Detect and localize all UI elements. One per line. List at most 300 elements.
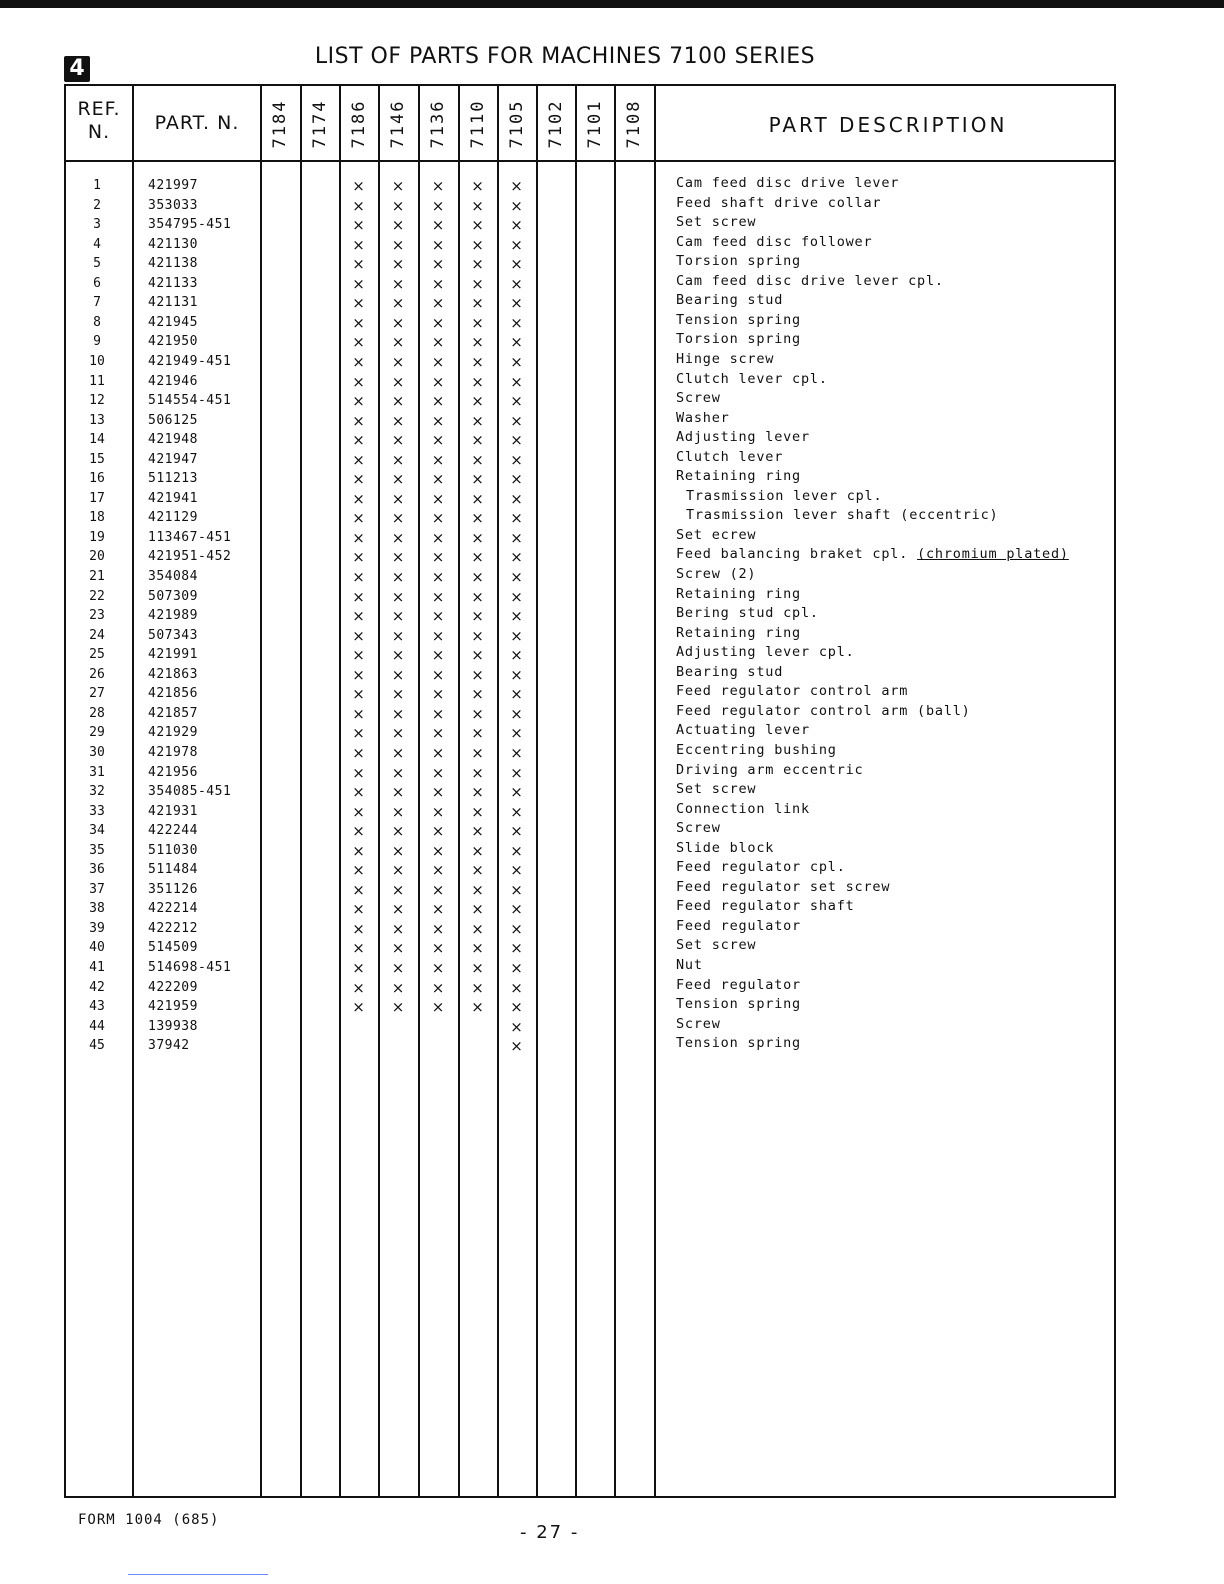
column-divider: [378, 84, 380, 1498]
applicability-mark-7136: ×: [431, 255, 445, 274]
part-number-column-header: PART. N.: [154, 112, 240, 134]
applicability-mark-7105: ×: [510, 235, 523, 254]
row-description: Feed regulator control arm: [676, 683, 909, 700]
applicability-mark-7105: ×: [510, 587, 523, 606]
applicability-mark-7186: ×: [352, 665, 365, 684]
applicability-mark-7110: ×: [471, 841, 484, 860]
applicability-mark-7146: ×: [391, 568, 405, 586]
applicability-mark-7146: ×: [391, 392, 405, 411]
applicability-mark-7186: ×: [352, 568, 365, 586]
applicability-mark-7105: ×: [510, 431, 523, 450]
applicability-mark-7146: ×: [391, 274, 405, 293]
applicability-mark-7110: ×: [471, 489, 484, 508]
applicability-mark-7105: ×: [510, 333, 523, 352]
applicability-mark-7105: ×: [510, 900, 523, 919]
column-divider: [418, 84, 420, 1498]
applicability-mark-7146: ×: [391, 900, 405, 919]
page-title: LIST OF PARTS FOR MACHINES 7100 SERIES: [314, 44, 816, 69]
applicability-mark-7186: ×: [352, 743, 365, 762]
row-description: Washer: [676, 409, 730, 426]
row-part-number: 421989: [148, 608, 198, 624]
model-header-7101: 7101: [584, 99, 605, 149]
applicability-mark-7105: ×: [510, 802, 523, 821]
row-description: Set screw: [676, 937, 757, 954]
applicability-mark-7110: ×: [471, 274, 484, 293]
applicability-mark-7105: ×: [510, 978, 523, 997]
applicability-mark-7146: ×: [391, 861, 405, 880]
applicability-mark-7146: ×: [391, 841, 405, 860]
applicability-mark-7136: ×: [431, 313, 445, 332]
row-ref: 28: [89, 705, 105, 721]
applicability-mark-7186: ×: [352, 861, 365, 880]
applicability-mark-7186: ×: [352, 587, 365, 606]
row-part-number: 421856: [148, 686, 198, 702]
applicability-mark-7146: ×: [391, 528, 405, 547]
applicability-mark-7186: ×: [352, 470, 365, 489]
applicability-mark-7146: ×: [391, 939, 405, 958]
applicability-mark-7146: ×: [391, 685, 405, 704]
applicability-mark-7110: ×: [471, 392, 484, 411]
applicability-mark-7186: ×: [352, 235, 365, 254]
applicability-mark-7146: ×: [391, 959, 405, 977]
ref-header-line2: N.: [87, 121, 111, 143]
row-part-number: 421950: [148, 334, 198, 350]
applicability-mark-7146: ×: [391, 313, 405, 332]
applicability-mark-7105: ×: [510, 861, 523, 880]
applicability-mark-7105: ×: [510, 822, 523, 841]
row-description: Feed shaft drive collar: [676, 194, 882, 211]
applicability-mark-7105: ×: [510, 998, 523, 1017]
applicability-mark-7136: ×: [431, 861, 445, 880]
scan-top-edge: [0, 0, 1224, 8]
applicability-mark-7105: ×: [510, 509, 523, 528]
applicability-mark-7105: ×: [510, 177, 523, 195]
row-ref: 43: [89, 999, 105, 1015]
row-part-number: 422209: [148, 979, 198, 995]
row-description: Feed balancing braket cpl. (chromium plated): [676, 546, 1069, 563]
applicability-mark-7110: ×: [471, 959, 484, 977]
row-part-number: 421138: [148, 256, 198, 272]
applicability-mark-7110: ×: [471, 548, 484, 567]
applicability-mark-7146: ×: [391, 978, 405, 997]
applicability-mark-7105: ×: [510, 743, 523, 762]
applicability-mark-7105: ×: [510, 939, 523, 958]
row-ref: 25: [89, 647, 105, 663]
row-ref: 41: [89, 960, 105, 975]
row-description: Retaining ring: [676, 468, 801, 485]
applicability-mark-7186: ×: [352, 450, 365, 469]
applicability-mark-7146: ×: [391, 431, 405, 450]
applicability-mark-7136: ×: [431, 704, 445, 723]
column-divider: [536, 84, 538, 1498]
applicability-mark-7110: ×: [471, 333, 484, 352]
applicability-mark-7146: ×: [391, 235, 405, 254]
applicability-mark-7105: ×: [510, 255, 523, 274]
row-ref: 11: [89, 373, 105, 389]
row-ref: 27: [89, 686, 105, 702]
row-ref: 42: [89, 979, 105, 995]
applicability-mark-7146: ×: [391, 587, 405, 606]
applicability-mark-7136: ×: [431, 216, 445, 235]
row-description: Bearing stud: [676, 663, 784, 680]
applicability-mark-7146: ×: [391, 255, 405, 274]
applicability-mark-7136: ×: [431, 431, 445, 450]
applicability-mark-7136: ×: [431, 665, 445, 684]
applicability-mark-7136: ×: [431, 646, 445, 665]
table-top-border: [64, 84, 1116, 86]
applicability-mark-7136: ×: [431, 528, 445, 547]
row-description: Connection link: [676, 800, 810, 817]
row-part-number: 421129: [148, 510, 198, 526]
applicability-mark-7110: ×: [471, 763, 484, 782]
applicability-mark-7186: ×: [352, 274, 365, 293]
applicability-mark-7146: ×: [391, 919, 405, 938]
applicability-mark-7136: ×: [431, 568, 445, 586]
column-divider: [260, 84, 262, 1498]
applicability-mark-7136: ×: [431, 587, 445, 606]
row-part-number: 421945: [148, 314, 198, 330]
applicability-mark-7110: ×: [471, 939, 484, 958]
applicability-mark-7136: ×: [431, 978, 445, 997]
applicability-mark-7136: ×: [431, 841, 445, 860]
row-ref: 14: [89, 432, 105, 448]
applicability-mark-7136: ×: [431, 333, 445, 352]
applicability-mark-7110: ×: [471, 411, 484, 430]
applicability-mark-7136: ×: [431, 959, 445, 977]
row-part-number: 421863: [148, 666, 198, 682]
row-part-number: 421946: [148, 373, 198, 389]
applicability-mark-7105: ×: [510, 372, 523, 391]
applicability-mark-7110: ×: [471, 528, 484, 547]
row-description: Slide block: [676, 839, 775, 856]
applicability-mark-7136: ×: [431, 450, 445, 469]
applicability-mark-7186: ×: [352, 255, 365, 274]
applicability-mark-7186: ×: [352, 411, 365, 430]
model-header-7110: 7110: [467, 99, 488, 149]
applicability-mark-7146: ×: [391, 470, 405, 489]
applicability-mark-7136: ×: [431, 509, 445, 528]
row-description: Hinge screw: [676, 350, 775, 367]
applicability-mark-7146: ×: [391, 196, 405, 215]
row-part-number: 351126: [148, 881, 198, 897]
applicability-mark-7136: ×: [431, 939, 445, 958]
row-ref: 23: [89, 608, 105, 624]
applicability-mark-7186: ×: [352, 802, 365, 821]
row-part-number: 422244: [148, 823, 198, 839]
column-divider: [614, 84, 616, 1498]
row-ref: 31: [89, 764, 105, 780]
applicability-mark-7146: ×: [391, 216, 405, 235]
applicability-mark-7110: ×: [471, 196, 484, 215]
row-ref: 7: [93, 295, 101, 311]
row-description: Nut: [676, 957, 703, 973]
row-description: Driving arm eccentric: [676, 761, 864, 778]
row-part-number: 421857: [148, 705, 198, 721]
applicability-mark-7186: ×: [352, 352, 365, 371]
applicability-mark-7136: ×: [431, 998, 445, 1017]
row-description: Adjusting lever: [676, 429, 810, 446]
table-left-border: [64, 84, 66, 1498]
row-description: Trasmission lever shaft (eccentric): [686, 507, 999, 524]
applicability-mark-7110: ×: [471, 255, 484, 274]
applicability-mark-7136: ×: [431, 411, 445, 430]
row-ref: 4: [93, 236, 101, 252]
applicability-mark-7110: ×: [471, 313, 484, 332]
row-ref: 8: [93, 314, 101, 330]
row-part-number: 353033: [148, 197, 198, 213]
applicability-mark-7110: ×: [471, 470, 484, 489]
applicability-mark-7146: ×: [391, 352, 405, 371]
ref-column-header: [66, 98, 132, 144]
applicability-mark-7146: ×: [391, 822, 405, 841]
applicability-mark-7105: ×: [510, 216, 523, 235]
applicability-mark-7136: ×: [431, 470, 445, 489]
applicability-mark-7186: ×: [352, 372, 365, 391]
applicability-mark-7136: ×: [431, 352, 445, 371]
row-ref: 26: [89, 666, 105, 682]
applicability-mark-7110: ×: [471, 568, 484, 586]
table-right-border: [1114, 84, 1116, 1498]
row-part-number: 113467-451: [148, 529, 232, 545]
row-part-number: 421951-452: [148, 549, 232, 565]
applicability-mark-7136: ×: [431, 548, 445, 567]
applicability-mark-7105: ×: [510, 470, 523, 489]
applicability-mark-7186: ×: [352, 294, 365, 313]
row-part-number: 37942: [148, 1038, 190, 1054]
row-part-number: 514698-451: [148, 960, 232, 975]
row-description: Feed regulator shaft: [676, 898, 855, 915]
applicability-mark-7110: ×: [471, 978, 484, 997]
applicability-mark-7110: ×: [471, 685, 484, 704]
applicability-mark-7105: ×: [510, 548, 523, 567]
applicability-mark-7105: ×: [510, 392, 523, 411]
applicability-mark-7105: ×: [510, 352, 523, 371]
row-description: Tension spring: [676, 996, 801, 1013]
row-ref: 12: [89, 393, 105, 409]
applicability-mark-7105: ×: [510, 274, 523, 293]
row-part-number: 511030: [148, 842, 198, 858]
model-header-7108: 7108: [624, 99, 644, 149]
applicability-mark-7105: ×: [510, 1017, 523, 1036]
row-ref: 9: [93, 334, 101, 350]
row-ref: 45: [89, 1038, 105, 1054]
row-ref: 34: [89, 823, 105, 839]
row-part-number: 422214: [148, 901, 198, 917]
header-divider: [64, 160, 1116, 162]
row-part-number: 139938: [148, 1018, 198, 1034]
row-part-number: 506125: [148, 412, 198, 428]
applicability-mark-7105: ×: [510, 528, 523, 547]
row-part-number: 511213: [148, 471, 198, 487]
row-part-number: 421997: [148, 178, 198, 193]
applicability-mark-7186: ×: [352, 489, 365, 508]
row-part-number: 507309: [148, 588, 198, 604]
page-number: - 27 -: [520, 1522, 580, 1543]
applicability-mark-7186: ×: [352, 509, 365, 528]
applicability-mark-7146: ×: [391, 743, 405, 762]
table-bottom-border: [64, 1496, 1116, 1498]
applicability-mark-7105: ×: [510, 959, 523, 977]
applicability-mark-7110: ×: [471, 998, 484, 1017]
applicability-mark-7186: ×: [352, 196, 365, 215]
applicability-mark-7110: ×: [471, 783, 484, 802]
applicability-mark-7110: ×: [471, 431, 484, 450]
applicability-mark-7136: ×: [431, 900, 445, 919]
applicability-mark-7136: ×: [431, 626, 445, 645]
row-part-number: 421956: [148, 764, 198, 780]
applicability-mark-7136: ×: [431, 783, 445, 802]
applicability-mark-7186: ×: [352, 333, 365, 352]
column-divider: [458, 84, 460, 1498]
applicability-mark-7136: ×: [431, 372, 445, 391]
row-ref: 2: [93, 197, 101, 213]
applicability-mark-7186: ×: [352, 392, 365, 411]
applicability-mark-7136: ×: [431, 607, 445, 626]
applicability-mark-7136: ×: [431, 196, 445, 215]
row-ref: 32: [89, 784, 105, 800]
row-ref: 30: [89, 744, 105, 760]
row-description: Feed regulator: [676, 917, 801, 934]
applicability-mark-7136: ×: [431, 235, 445, 254]
row-ref: 37: [89, 881, 105, 897]
row-ref: 39: [89, 920, 105, 936]
applicability-mark-7105: ×: [510, 919, 523, 938]
applicability-mark-7186: ×: [352, 998, 365, 1017]
row-ref: 29: [89, 725, 105, 741]
row-ref: 44: [89, 1018, 105, 1034]
row-description: Bering stud cpl.: [676, 605, 819, 622]
applicability-mark-7110: ×: [471, 822, 484, 841]
applicability-mark-7136: ×: [431, 177, 445, 195]
applicability-mark-7186: ×: [352, 822, 365, 841]
applicability-mark-7105: ×: [510, 841, 523, 860]
row-ref: 38: [89, 901, 105, 917]
row-part-number: 421131: [148, 295, 198, 311]
applicability-mark-7110: ×: [471, 294, 484, 313]
applicability-mark-7146: ×: [391, 607, 405, 626]
applicability-mark-7186: ×: [352, 216, 365, 235]
applicability-mark-7136: ×: [431, 822, 445, 841]
column-divider: [575, 84, 577, 1498]
row-description: Actuating lever: [676, 722, 810, 739]
row-part-number: 514509: [148, 940, 198, 956]
row-description: Eccentring bushing: [676, 741, 837, 758]
applicability-mark-7146: ×: [391, 646, 405, 665]
row-ref: 40: [89, 940, 105, 956]
applicability-mark-7186: ×: [352, 704, 365, 723]
applicability-mark-7146: ×: [391, 998, 405, 1017]
section-number-badge: 4: [64, 56, 90, 82]
applicability-mark-7186: ×: [352, 783, 365, 802]
applicability-mark-7146: ×: [391, 372, 405, 391]
row-ref: 18: [89, 510, 105, 526]
applicability-mark-7105: ×: [510, 665, 523, 684]
row-description: Tension spring: [676, 1035, 801, 1052]
row-description: Torsion spring: [676, 253, 801, 270]
applicability-mark-7110: ×: [471, 743, 484, 762]
row-description-note: (chromium plated): [917, 546, 1069, 563]
form-number: FORM 1004 (685): [78, 1512, 220, 1528]
row-description: Trasmission lever cpl.: [686, 487, 883, 504]
part-description-column-header: PART DESCRIPTION: [768, 113, 1008, 137]
row-ref: 10: [89, 353, 105, 369]
applicability-mark-7186: ×: [352, 646, 365, 665]
applicability-mark-7146: ×: [391, 665, 405, 684]
applicability-mark-7146: ×: [391, 880, 405, 899]
row-ref: 36: [89, 862, 105, 878]
row-description: Bearing stud: [676, 292, 784, 309]
model-header-7105: 7105: [506, 99, 527, 149]
row-ref: 19: [89, 529, 105, 545]
applicability-mark-7105: ×: [510, 607, 523, 626]
row-description: Feed regulator: [676, 976, 801, 993]
applicability-mark-7186: ×: [352, 939, 365, 958]
row-part-number: 421931: [148, 803, 198, 819]
applicability-mark-7136: ×: [431, 763, 445, 782]
row-part-number: 421959: [148, 999, 198, 1015]
row-ref: 24: [89, 627, 105, 643]
applicability-mark-7146: ×: [391, 548, 405, 567]
row-description: Retaining ring: [676, 585, 801, 602]
applicability-mark-7146: ×: [391, 802, 405, 821]
row-description: Tension spring: [676, 311, 801, 328]
applicability-mark-7186: ×: [352, 841, 365, 860]
row-part-number: 354085-451: [148, 784, 232, 800]
row-description: Cam feed disc follower: [676, 233, 873, 250]
applicability-mark-7186: ×: [352, 548, 365, 567]
applicability-mark-7136: ×: [431, 685, 445, 704]
applicability-mark-7110: ×: [471, 607, 484, 626]
applicability-mark-7105: ×: [510, 1037, 523, 1056]
row-part-number: 511484: [148, 862, 198, 878]
row-description: Feed regulator set screw: [676, 878, 891, 895]
model-header-7174: 7174: [309, 99, 330, 149]
row-ref: 35: [89, 842, 105, 858]
row-ref: 17: [89, 490, 105, 506]
row-ref: 15: [89, 451, 105, 467]
ref-header-line1: REF.: [77, 98, 121, 120]
applicability-mark-7136: ×: [431, 919, 445, 938]
applicability-mark-7186: ×: [352, 919, 365, 938]
applicability-mark-7146: ×: [391, 763, 405, 782]
applicability-mark-7105: ×: [510, 880, 523, 899]
row-ref: 20: [89, 549, 105, 565]
applicability-mark-7146: ×: [391, 704, 405, 723]
row-part-number: 354795-451: [148, 217, 232, 233]
model-header-7186: 7186: [348, 99, 369, 149]
applicability-mark-7186: ×: [352, 900, 365, 919]
column-divider: [339, 84, 341, 1498]
applicability-mark-7186: ×: [352, 431, 365, 450]
row-part-number: 507343: [148, 627, 198, 643]
applicability-mark-7105: ×: [510, 568, 523, 586]
applicability-mark-7146: ×: [391, 724, 405, 743]
row-description: Set ecrew: [676, 526, 757, 543]
applicability-mark-7146: ×: [391, 294, 405, 313]
applicability-mark-7105: ×: [510, 411, 523, 430]
row-description: Set screw: [676, 214, 757, 231]
row-ref: 6: [93, 275, 101, 291]
applicability-mark-7105: ×: [510, 489, 523, 508]
row-part-number: 421948: [148, 432, 198, 448]
applicability-mark-7136: ×: [431, 802, 445, 821]
applicability-mark-7105: ×: [510, 450, 523, 469]
applicability-mark-7186: ×: [352, 724, 365, 743]
row-ref: 5: [93, 256, 101, 272]
column-divider: [497, 84, 499, 1498]
applicability-mark-7110: ×: [471, 919, 484, 938]
applicability-mark-7105: ×: [510, 294, 523, 313]
